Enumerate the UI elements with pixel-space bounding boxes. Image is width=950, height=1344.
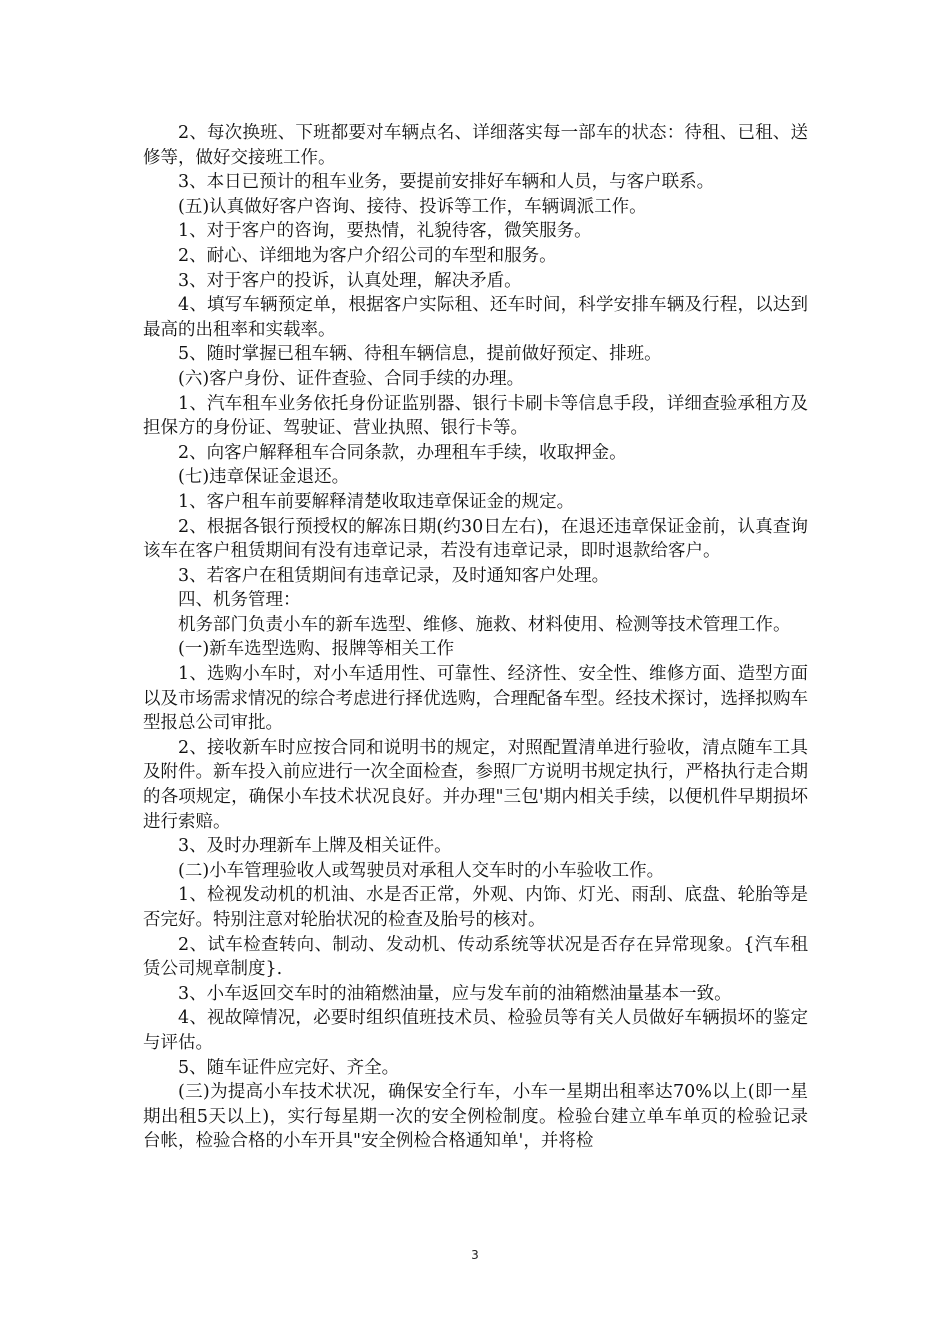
paragraph: 1、检视发动机的机油、水是否正常，外观、内饰、灯光、雨刮、底盘、轮胎等是否完好。特别注意对轮胎状况的检查及胎号的核对。 — [143, 885, 808, 930]
chapter-heading: 四、机务管理： — [178, 590, 301, 611]
paragraph: 3、若客户在租赁期间有违章记录，及时通知客户处理。 — [178, 565, 610, 586]
section-heading: (二)小车管理验收人或驾驶员对承租人交车时的小车验收工作。 — [178, 860, 665, 881]
paragraph: 5、随时掌握已租车辆、待租车辆信息，提前做好预定、排班。 — [178, 344, 662, 365]
section-heading: (六)客户身份、证件查验、合同手续的办理。 — [178, 368, 525, 389]
paragraph: 2、接收新车时应按合同和说明书的规定，对照配置清单进行验收，清点随车工具及附件。新车投入前应进行一次全面检查，参照厂方说明书规定执行，严格执行走合期的各项规定，确保小车技术状况良好。并办理"三包'期内相关手续，以便机件早期损坏进行索赔。 — [143, 737, 808, 832]
paragraph: 1、汽车租车业务依托身份证监别器、银行卡刷卡等信息手段，详细查验承租方及担保方的身份证、驾驶证、营业执照、银行卡等。 — [143, 393, 808, 439]
paragraph: 3、及时办理新车上牌及相关证件。 — [178, 836, 452, 857]
section-heading: (七)违章保证金退还。 — [178, 467, 350, 488]
paragraph: 3、本日已预计的租车业务，要提前安排好车辆和人员，与客户联系。 — [178, 172, 715, 193]
document-body — [143, 121, 808, 1154]
paragraph: 2、向客户解释租车合同条款，办理租车手续，收取押金。 — [178, 442, 627, 463]
paragraph: 4、填写车辆预定单，根据客户实际租、还车时间，科学安排车辆及行程，以达到最高的出租率和实载率。 — [143, 295, 808, 340]
paragraph: 1、对于客户的咨询，要热情，礼貌待客，微笑服务。 — [178, 221, 592, 242]
paragraph: 3、小车返回交车时的油箱燃油量，应与发车前的油箱燃油量基本一致。 — [178, 983, 732, 1004]
paragraph: 3、对于客户的投诉，认真处理，解决矛盾。 — [178, 270, 522, 291]
paragraph: 2、每次换班、下班都要对车辆点名、详细落实每一部车的状态：待租、已租、送修等，做好交接班工作。 — [143, 123, 808, 168]
paragraph: 1、选购小车时，对小车适用性、可靠性、经济性、安全性、维修方面、造型方面以及市场需求情况的综合考虑进行择优选购，合理配备车型。经技术探讨，选择拟购车型报总公司审批。 — [143, 664, 808, 734]
section-heading: (三)为提高小车技术状况，确保安全行车，小车一星期出租率达70%以上(即一星期出租5天以上)，实行每星期一次的安全例检制度。检验台建立单车单页的检验记录台帐，检验合格的小车开具"安全例检合格通知单'，并将检 — [143, 1082, 808, 1152]
paragraph: 1、客户租车前要解释清楚收取违章保证金的规定。 — [178, 491, 575, 512]
section-heading: (一)新车选型选购、报牌等相关工作 — [178, 639, 455, 660]
paragraph: 2、试车检查转向、制动、发动机、传动系统等状况是否存在异常现象。{汽车租赁公司规章制度}. — [143, 934, 808, 980]
page-number: 3 — [471, 1248, 479, 1262]
section-heading: (五)认真做好客户咨询、接待、投诉等工作，车辆调派工作。 — [178, 196, 647, 217]
paragraph: 机务部门负责小车的新车选型、维修、施救、材料使用、检测等技术管理工作。 — [178, 614, 791, 635]
paragraph: 2、耐心、详细地为客户介绍公司的车型和服务。 — [178, 245, 557, 266]
paragraph: 2、根据各银行预授权的解冻日期(约30日左右)，在退还违章保证金前，认真查询该车在客户租赁期间有没有违章记录，若没有违章记录，即时退款给客户。 — [143, 516, 808, 562]
paragraph: 5、随车证件应完好、齐全。 — [178, 1057, 400, 1078]
paragraph: 4、视故障情况，必要时组织值班技术员、检验员等有关人员做好车辆损坏的鉴定与评估。 — [143, 1008, 808, 1053]
